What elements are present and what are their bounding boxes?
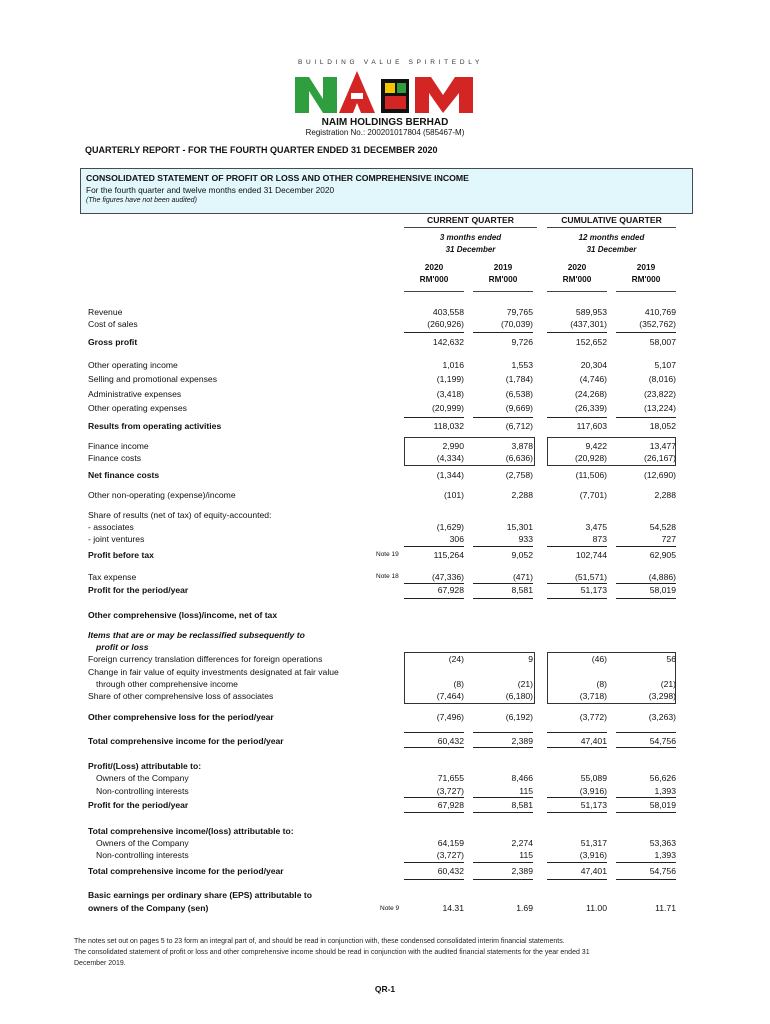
divider	[473, 879, 533, 880]
row-selling-expenses: Selling and promotional expenses (1,199) (1,784) (4,746) (8,016)	[88, 374, 676, 384]
row-reclass-heading: Items that are or may be reclassified subsequently to	[88, 630, 305, 640]
divider	[547, 862, 607, 863]
row-results-from-operating-activities: Results from operating activities 118,032 (6,712) 117,603 18,052	[88, 421, 676, 431]
cumulative-quarter-period: 12 months ended 31 December	[578, 233, 645, 254]
footnote-1: The notes set out on pages 5 to 23 form an integral part of, and should be read in conjunction with, these condensed consolidated interim financial statements.	[74, 938, 565, 945]
column-header: 2019 RM'000	[631, 262, 661, 284]
divider	[473, 598, 533, 599]
divider	[547, 332, 607, 333]
statement-title: CONSOLIDATED STATEMENT OF PROFIT OR LOSS AND OTHER COMPREHENSIVE INCOME	[86, 173, 469, 183]
divider	[616, 797, 676, 798]
column-header: 2020 RM'000	[562, 262, 592, 284]
naim-logo	[293, 69, 477, 113]
divider	[473, 812, 533, 813]
divider	[404, 732, 464, 733]
row-finance-income: Finance income 2,990 3,878 9,422 13,477	[88, 441, 676, 451]
divider	[404, 332, 464, 333]
divider	[616, 291, 676, 292]
divider	[404, 598, 464, 599]
divider	[547, 291, 607, 292]
divider	[473, 291, 533, 292]
divider	[616, 879, 676, 880]
divider	[616, 546, 676, 547]
row-oci-heading: Other comprehensive (loss)/income, net of tax	[88, 610, 278, 620]
row-eps: owners of the Company (sen) Note 9 14.31 1.69 11.00 11.71	[88, 903, 676, 913]
divider	[547, 598, 607, 599]
divider	[616, 747, 676, 748]
divider	[547, 812, 607, 813]
divider	[473, 797, 533, 798]
row-profit-before-tax: Profit before tax Note 19 115,264 9,052 102,744 62,905	[88, 550, 676, 560]
row-fair-value-change: Change in fair value of equity investments designated at fair value	[88, 667, 339, 677]
page-number: QR-1	[374, 984, 396, 994]
column-header: 2019 RM'000	[488, 262, 518, 284]
row-non-controlling-interests-2: Non-controlling interests (3,727) 115 (3,916) 1,393	[96, 850, 676, 860]
footnote-2: The consolidated statement of profit or loss and other comprehensive income should be read in conjunction with the audited financial statements for the year ended 31	[74, 949, 590, 956]
row-tci-attributable-heading: Total comprehensive income/(loss) attributable to:	[88, 826, 294, 836]
footnote-3: December 2019.	[74, 960, 126, 967]
statement-subtitle: For the fourth quarter and twelve months ended 31 December 2020	[86, 185, 335, 195]
row-profit-for-period: Profit for the period/year 67,928 8,581 51,173 58,019	[88, 585, 676, 595]
divider	[547, 732, 607, 733]
row-eps-heading: Basic earnings per ordinary share (EPS) attributable to	[88, 890, 312, 900]
row-revenue: Revenue 403,558 79,765 589,953 410,769	[88, 307, 676, 317]
row-joint-ventures: - joint ventures 306 933 873 727	[88, 534, 676, 544]
row-net-finance-costs: Net finance costs (1,344) (2,758) (11,506) (12,690)	[88, 470, 676, 480]
row-total-comprehensive-income: Total comprehensive income for the period/year 60,432 2,389 47,401 54,756	[88, 736, 676, 746]
row-share-oci-associates: Share of other comprehensive loss of associates (7,464) (6,180) (3,718) (3,298)	[88, 691, 676, 701]
row-attributable-heading: Profit/(Loss) attributable to:	[88, 761, 202, 771]
divider	[404, 227, 537, 228]
divider	[404, 417, 464, 418]
row-non-controlling-interests: Non-controlling interests (3,727) 115 (3,916) 1,393	[96, 786, 676, 796]
row-administrative-expenses: Administrative expenses (3,418) (6,538) (24,268) (23,822)	[88, 389, 676, 399]
company-tagline: BUILDING VALUE SPIRITEDLY	[298, 59, 484, 66]
row-other-operating-income: Other operating income 1,016 1,553 20,304 5,107	[88, 360, 676, 370]
row-owners-of-company-2: Owners of the Company 64,159 2,274 51,317 53,363	[96, 838, 676, 848]
divider	[616, 732, 676, 733]
row-gross-profit: Gross profit 142,632 9,726 152,652 58,007	[88, 337, 676, 347]
divider	[473, 332, 533, 333]
divider	[404, 862, 464, 863]
row-associates: - associates (1,629) 15,301 3,475 54,528	[88, 522, 676, 532]
column-header: 2020 RM'000	[419, 262, 449, 284]
row-owners-of-company: Owners of the Company 71,655 8,466 55,089 56,626	[96, 773, 676, 783]
divider	[616, 417, 676, 418]
divider	[616, 862, 676, 863]
divider	[473, 417, 533, 418]
current-quarter-period: 3 months ended 31 December	[439, 233, 502, 254]
row-foreign-currency: Foreign currency translation differences for foreign operations (24) 9 (46) 56	[88, 654, 676, 664]
divider	[404, 797, 464, 798]
row-reclass-heading-2: profit or loss	[96, 642, 149, 652]
row-tax-expense: Tax expense Note 18 (47,336) (471) (51,571) (4,886)	[88, 572, 676, 582]
row-non-operating: Other non-operating (expense)/income (101) 2,288 (7,701) 2,288	[88, 490, 676, 500]
row-cost-of-sales: Cost of sales (260,926) (70,039) (437,301) (352,762)	[88, 319, 676, 329]
divider	[616, 812, 676, 813]
row-finance-costs: Finance costs (4,334) (6,636) (20,928) (26,167)	[88, 453, 676, 463]
divider	[404, 747, 464, 748]
cumulative-quarter-heading: CUMULATIVE QUARTER	[561, 215, 662, 225]
row-oci-total: Other comprehensive loss for the period/year (7,496) (6,192) (3,772) (3,263)	[88, 712, 676, 722]
current-quarter-heading: CURRENT QUARTER	[427, 215, 514, 225]
row-total-comprehensive-income-2: Total comprehensive income for the period/year 60,432 2,389 47,401 54,756	[88, 866, 676, 876]
divider	[616, 598, 676, 599]
divider	[473, 546, 533, 547]
divider	[616, 332, 676, 333]
divider	[547, 417, 607, 418]
divider	[404, 879, 464, 880]
row-other-operating-expenses: Other operating expenses (20,999) (9,669) (26,339) (13,224)	[88, 403, 676, 413]
divider	[547, 747, 607, 748]
row-share-of-results: Share of results (net of tax) of equity-accounted:	[88, 510, 272, 520]
report-title: QUARTERLY REPORT - FOR THE FOURTH QUARTER ENDED 31 DECEMBER 2020	[85, 145, 438, 155]
divider	[473, 732, 533, 733]
divider	[404, 546, 464, 547]
divider	[473, 862, 533, 863]
unaudited-notice: (The figures have not been audited)	[86, 197, 197, 204]
divider	[473, 747, 533, 748]
divider	[547, 546, 607, 547]
row-profit-for-period-2: Profit for the period/year 67,928 8,581 51,173 58,019	[88, 800, 676, 810]
statement-banner	[80, 168, 693, 214]
company-name: NAIM HOLDINGS BERHAD	[321, 117, 449, 128]
divider	[547, 879, 607, 880]
divider	[547, 227, 676, 228]
registration-number: Registration No.: 200201017804 (585467-M)	[305, 128, 465, 137]
divider	[547, 797, 607, 798]
divider	[404, 812, 464, 813]
row-fair-value-oci: through other comprehensive income (8) (21) (8) (21)	[96, 679, 676, 689]
divider	[404, 291, 464, 292]
